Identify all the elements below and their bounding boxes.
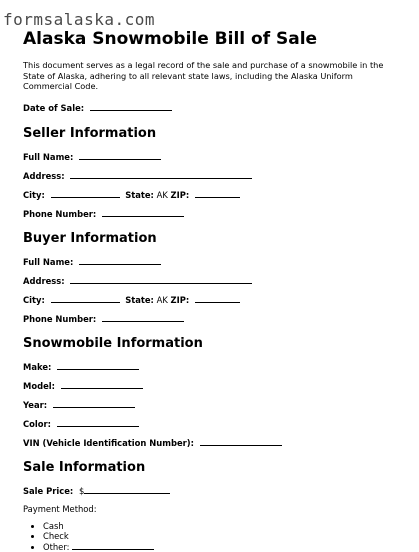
color-row bbox=[23, 418, 395, 430]
year-field[interactable] bbox=[53, 399, 135, 408]
sale-price-field[interactable] bbox=[84, 485, 170, 494]
payment-other-field[interactable] bbox=[72, 541, 154, 550]
buyer-address-label: Address: bbox=[23, 275, 65, 286]
payment-option-label: Other: bbox=[43, 541, 70, 552]
buyer-phone-row bbox=[23, 313, 395, 325]
date-of-sale-field[interactable] bbox=[90, 102, 172, 111]
make-label: Make: bbox=[23, 361, 52, 372]
seller-phone-row bbox=[23, 208, 395, 220]
seller-full-name-field[interactable] bbox=[79, 151, 161, 160]
seller-city-state-zip-row bbox=[23, 189, 395, 201]
color-label: Color: bbox=[23, 418, 52, 429]
buyer-phone-label: Phone Number: bbox=[23, 313, 97, 324]
seller-address-field[interactable] bbox=[70, 170, 252, 179]
payment-option-check[interactable] bbox=[43, 531, 395, 541]
seller-phone-label: Phone Number: bbox=[23, 208, 97, 219]
buyer-city-field[interactable] bbox=[51, 294, 120, 303]
buyer-address-row bbox=[23, 275, 395, 287]
bill-of-sale-document bbox=[23, 29, 395, 552]
buyer-full-name-label: Full Name: bbox=[23, 256, 74, 267]
buyer-city-state-zip-row bbox=[23, 294, 395, 306]
seller-full-name-label: Full Name: bbox=[23, 151, 74, 162]
sale-price-label: Sale Price: bbox=[23, 485, 74, 496]
seller-phone-field[interactable] bbox=[102, 208, 184, 217]
seller-address-row bbox=[23, 170, 395, 182]
model-field[interactable] bbox=[61, 380, 143, 389]
buyer-zip-field[interactable] bbox=[195, 294, 240, 303]
vin-label: VIN (Vehicle Identification Number): bbox=[23, 437, 194, 448]
seller-city-field[interactable] bbox=[51, 189, 120, 198]
sale-heading: Sale Information bbox=[23, 459, 146, 475]
payment-method-label: Payment Method: bbox=[23, 503, 97, 514]
date-of-sale-row bbox=[23, 102, 395, 114]
payment-option-cash[interactable] bbox=[43, 521, 395, 531]
payment-method-list bbox=[23, 521, 395, 552]
seller-state-label: State: bbox=[125, 189, 154, 200]
payment-method-row bbox=[23, 504, 395, 515]
buyer-city-label: City: bbox=[23, 294, 45, 305]
buyer-full-name-field[interactable] bbox=[79, 256, 161, 265]
snowmobile-heading: Snowmobile Information bbox=[23, 335, 203, 351]
seller-address-label: Address: bbox=[23, 170, 65, 181]
vin-field[interactable] bbox=[200, 437, 282, 446]
year-row bbox=[23, 399, 395, 411]
seller-zip-field[interactable] bbox=[195, 189, 240, 198]
seller-city-label: City: bbox=[23, 189, 45, 200]
payment-option-other[interactable] bbox=[43, 541, 395, 552]
model-label: Model: bbox=[23, 380, 55, 391]
seller-full-name-row bbox=[23, 151, 395, 163]
seller-zip-label: ZIP: bbox=[170, 189, 190, 200]
make-field[interactable] bbox=[57, 361, 139, 370]
intro-paragraph: This document serves as a legal record of the sale and purchase of a snowmobile in the State of Alaska, adhering to all relevant state laws, including the Alaska Uniform Commercial Code. bbox=[23, 60, 384, 92]
model-row bbox=[23, 380, 395, 392]
seller-state-value: AK bbox=[156, 189, 168, 200]
date-of-sale-label: Date of Sale: bbox=[23, 102, 85, 113]
year-label: Year: bbox=[23, 399, 48, 410]
site-watermark: formsalaska.com bbox=[3, 10, 155, 29]
buyer-heading: Buyer Information bbox=[23, 230, 157, 246]
payment-option-label: Check bbox=[43, 530, 69, 541]
color-field[interactable] bbox=[57, 418, 139, 427]
buyer-full-name-row bbox=[23, 256, 395, 268]
payment-option-label: Cash bbox=[43, 520, 64, 531]
seller-heading: Seller Information bbox=[23, 125, 157, 141]
buyer-state-value: AK bbox=[156, 294, 168, 305]
make-row bbox=[23, 361, 395, 373]
currency-symbol: $ bbox=[78, 485, 85, 496]
buyer-zip-label: ZIP: bbox=[170, 294, 190, 305]
buyer-state-label: State: bbox=[125, 294, 154, 305]
vin-row bbox=[23, 437, 395, 449]
buyer-phone-field[interactable] bbox=[102, 313, 184, 322]
sale-price-row bbox=[23, 485, 395, 497]
buyer-address-field[interactable] bbox=[70, 275, 252, 284]
document-title: Alaska Snowmobile Bill of Sale bbox=[23, 29, 318, 49]
